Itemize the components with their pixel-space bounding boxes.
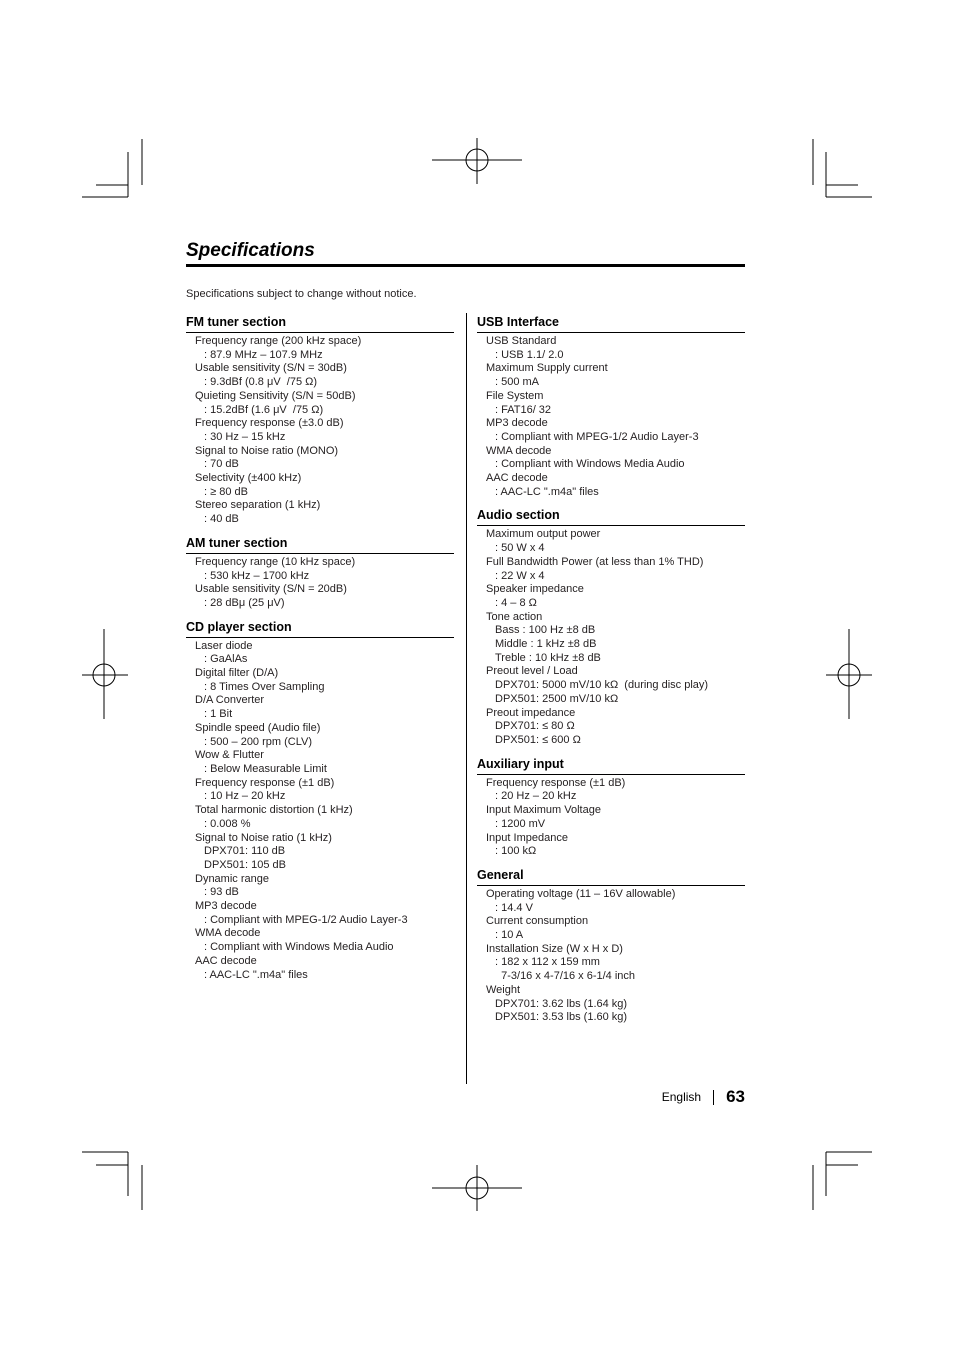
spec-value: DPX501: 105 dB	[204, 858, 286, 871]
spec-label: Current consumption	[486, 915, 589, 928]
spec-value: : 93 dB	[204, 886, 239, 899]
spec-label: Wow & Flutter	[195, 749, 264, 762]
spec-label: Installation Size (W x H x D)	[486, 942, 623, 955]
spec-value: : 1200 mV	[495, 817, 546, 830]
spec-value: : 40 dB	[204, 513, 239, 526]
left-column	[186, 315, 454, 991]
spec-label: Frequency response (±3.0 dB)	[195, 417, 344, 430]
spec-value: : USB 1.1/ 2.0	[495, 348, 564, 361]
spec-label: MP3 decode	[486, 417, 548, 430]
spec-value: : Compliant with MPEG-1/2 Audio Layer-3	[495, 430, 699, 443]
spec-item	[486, 984, 745, 1025]
spec-value: : 28 dBμ (25 μV)	[204, 596, 285, 609]
spec-value: : 4 – 8 Ω	[495, 596, 537, 609]
spec-item	[486, 417, 745, 444]
spec-item	[195, 694, 454, 721]
spec-value: DPX701: 5000 mV/10 kΩ (during disc play)	[495, 679, 709, 692]
spec-item	[486, 445, 745, 472]
spec-value: : Below Measurable Limit	[204, 762, 327, 775]
spec-value: DPX501: 2500 mV/10 kΩ	[495, 692, 619, 705]
spec-value: : 100 kΩ	[495, 845, 537, 858]
spec-value: : 50 W x 4	[495, 542, 545, 555]
spec-label: Signal to Noise ratio (MONO)	[195, 444, 339, 457]
spec-value: : Compliant with Windows Media Audio	[204, 941, 394, 954]
spec-label: Dynamic range	[195, 872, 269, 885]
section-heading: Audio section	[477, 508, 745, 526]
spec-item	[486, 943, 745, 984]
notice-text: Specifications subject to change without notice.	[186, 288, 417, 300]
spec-label: Preout level / Load	[486, 665, 578, 678]
page-footer	[662, 1087, 745, 1107]
spec-value: DPX501: ≤ 600 Ω	[495, 733, 581, 746]
spec-item	[486, 888, 745, 915]
spec-value: : 10 A	[495, 929, 524, 942]
spec-label: Maximum output power	[486, 528, 601, 541]
spec-value: : 14.4 V	[495, 901, 533, 914]
spec-section	[186, 315, 454, 527]
spec-item	[486, 777, 745, 804]
spec-label: Weight	[486, 983, 521, 996]
spec-label: AAC decode	[195, 954, 257, 967]
spec-label: Laser diode	[195, 639, 253, 652]
spec-item	[195, 873, 454, 900]
spec-item	[195, 640, 454, 667]
spec-label: Frequency response (±1 dB)	[486, 776, 626, 789]
spec-section	[477, 315, 745, 499]
spec-value: : 87.9 MHz – 107.9 MHz	[204, 348, 323, 361]
spec-label: Spindle speed (Audio file)	[195, 721, 321, 734]
spec-item	[195, 777, 454, 804]
spec-item	[195, 804, 454, 831]
section-heading: CD player section	[186, 620, 454, 638]
spec-value: DPX501: 3.53 lbs (1.60 kg)	[495, 1011, 628, 1024]
spec-value: DPX701: 3.62 lbs (1.64 kg)	[495, 997, 628, 1010]
spec-value: : 530 kHz – 1700 kHz	[204, 569, 310, 582]
spec-item	[195, 955, 454, 982]
spec-label: Frequency range (10 kHz space)	[195, 555, 356, 568]
spec-label: Frequency response (±1 dB)	[195, 776, 335, 789]
spec-value: : 20 Hz – 20 kHz	[495, 790, 577, 803]
spec-label: Input Maximum Voltage	[486, 804, 601, 817]
spec-item	[195, 667, 454, 694]
spec-item	[195, 417, 454, 444]
spec-item	[486, 915, 745, 942]
spec-label: Maximum Supply current	[486, 362, 608, 375]
spec-section	[477, 757, 745, 859]
spec-label: Usable sensitivity (S/N = 30dB)	[195, 362, 347, 375]
spec-value: : 500 mA	[495, 376, 540, 389]
spec-value: : 30 Hz – 15 kHz	[204, 430, 286, 443]
spec-value: : AAC-LC ".m4a" files	[495, 485, 599, 498]
spec-item	[486, 362, 745, 389]
spec-item	[486, 390, 745, 417]
spec-item	[195, 832, 454, 873]
spec-item	[195, 900, 454, 927]
spec-item	[486, 611, 745, 666]
spec-label: D/A Converter	[195, 694, 265, 707]
spec-value: 7-3/16 x 4-7/16 x 6-1/4 inch	[495, 970, 636, 983]
spec-label: Selectivity (±400 kHz)	[195, 472, 302, 485]
spec-label: Preout impedance	[486, 706, 576, 719]
spec-value: Middle : 1 kHz ±8 dB	[495, 638, 597, 651]
spec-label: WMA decode	[195, 927, 261, 940]
spec-item	[486, 707, 745, 748]
spec-value: : 1 Bit	[204, 708, 233, 721]
spec-value: : ≥ 80 dB	[204, 485, 248, 498]
spec-value: Bass : 100 Hz ±8 dB	[495, 624, 596, 637]
section-heading: AM tuner section	[186, 536, 454, 554]
section-heading: USB Interface	[477, 315, 745, 333]
footer-separator	[713, 1090, 714, 1105]
footer-language: English	[661, 1090, 702, 1104]
spec-item	[195, 362, 454, 389]
spec-label: Full Bandwidth Power (at less than 1% THD)	[486, 555, 704, 568]
spec-value: : AAC-LC ".m4a" files	[204, 968, 308, 981]
spec-label: Tone action	[486, 610, 543, 623]
spec-item	[486, 804, 745, 831]
spec-label: Quieting Sensitivity (S/N = 50dB)	[195, 389, 356, 402]
spec-item	[486, 665, 745, 706]
section-heading: FM tuner section	[186, 315, 454, 333]
spec-value: DPX701: ≤ 80 Ω	[495, 720, 575, 733]
spec-item	[195, 472, 454, 499]
spec-value: : Compliant with Windows Media Audio	[495, 458, 685, 471]
spec-label: Signal to Noise ratio (1 kHz)	[195, 831, 332, 844]
spec-item	[486, 335, 745, 362]
spec-label: Digital filter (D/A)	[195, 667, 279, 680]
spec-label: Total harmonic distortion (1 kHz)	[195, 804, 353, 817]
spec-item	[195, 390, 454, 417]
spec-item	[486, 832, 745, 859]
spec-label: USB Standard	[486, 335, 557, 347]
spec-value: DPX701: 110 dB	[204, 845, 286, 858]
spec-item	[195, 749, 454, 776]
spec-label: Input Impedance	[486, 831, 568, 844]
page-number: 63	[726, 1087, 745, 1106]
spec-label: Usable sensitivity (S/N = 20dB)	[195, 583, 347, 596]
spec-value: : 182 x 112 x 159 mm	[495, 956, 600, 969]
spec-item	[486, 556, 745, 583]
spec-section	[186, 536, 454, 611]
spec-item	[486, 472, 745, 499]
section-heading: General	[477, 868, 745, 886]
spec-section	[186, 620, 454, 983]
title-rule	[186, 264, 745, 267]
spec-label: Stereo separation (1 kHz)	[195, 499, 321, 512]
spec-label: File System	[486, 389, 544, 402]
spec-item	[195, 927, 454, 954]
spec-label: Operating voltage (11 – 16V allowable)	[486, 887, 676, 900]
spec-value: : 8 Times Over Sampling	[204, 680, 325, 693]
spec-value: : 15.2dBf (1.6 μV /75 Ω)	[204, 403, 324, 416]
spec-label: WMA decode	[486, 444, 552, 457]
spec-value: : GaAlAs	[204, 653, 248, 666]
spec-label: Frequency range (200 kHz space)	[195, 335, 362, 347]
spec-value: : FAT16/ 32	[495, 403, 552, 416]
spec-item	[195, 335, 454, 362]
spec-value: : 10 Hz – 20 kHz	[204, 790, 286, 803]
spec-value: Treble : 10 kHz ±8 dB	[495, 651, 601, 664]
spec-value: : 70 dB	[204, 458, 239, 471]
section-heading: Auxiliary input	[477, 757, 745, 775]
spec-label: MP3 decode	[195, 900, 257, 913]
spec-label: Speaker impedance	[486, 583, 584, 596]
spec-item	[195, 445, 454, 472]
spec-item	[195, 556, 454, 583]
spec-value: : Compliant with MPEG-1/2 Audio Layer-3	[204, 913, 408, 926]
spec-value: : 9.3dBf (0.8 μV /75 Ω)	[204, 376, 318, 389]
spec-value: : 500 – 200 rpm (CLV)	[204, 735, 313, 748]
spec-item	[195, 722, 454, 749]
spec-value: : 22 W x 4	[495, 569, 545, 582]
spec-label: AAC decode	[486, 472, 548, 485]
spec-section	[477, 868, 745, 1025]
page-title: Specifications	[186, 240, 315, 261]
spec-item	[195, 583, 454, 610]
spec-item	[195, 499, 454, 526]
spec-value: : 0.008 %	[204, 817, 251, 830]
right-column	[477, 315, 745, 1034]
spec-item	[486, 528, 745, 555]
column-divider	[466, 313, 467, 1084]
spec-section	[477, 508, 745, 747]
spec-item	[486, 583, 745, 610]
